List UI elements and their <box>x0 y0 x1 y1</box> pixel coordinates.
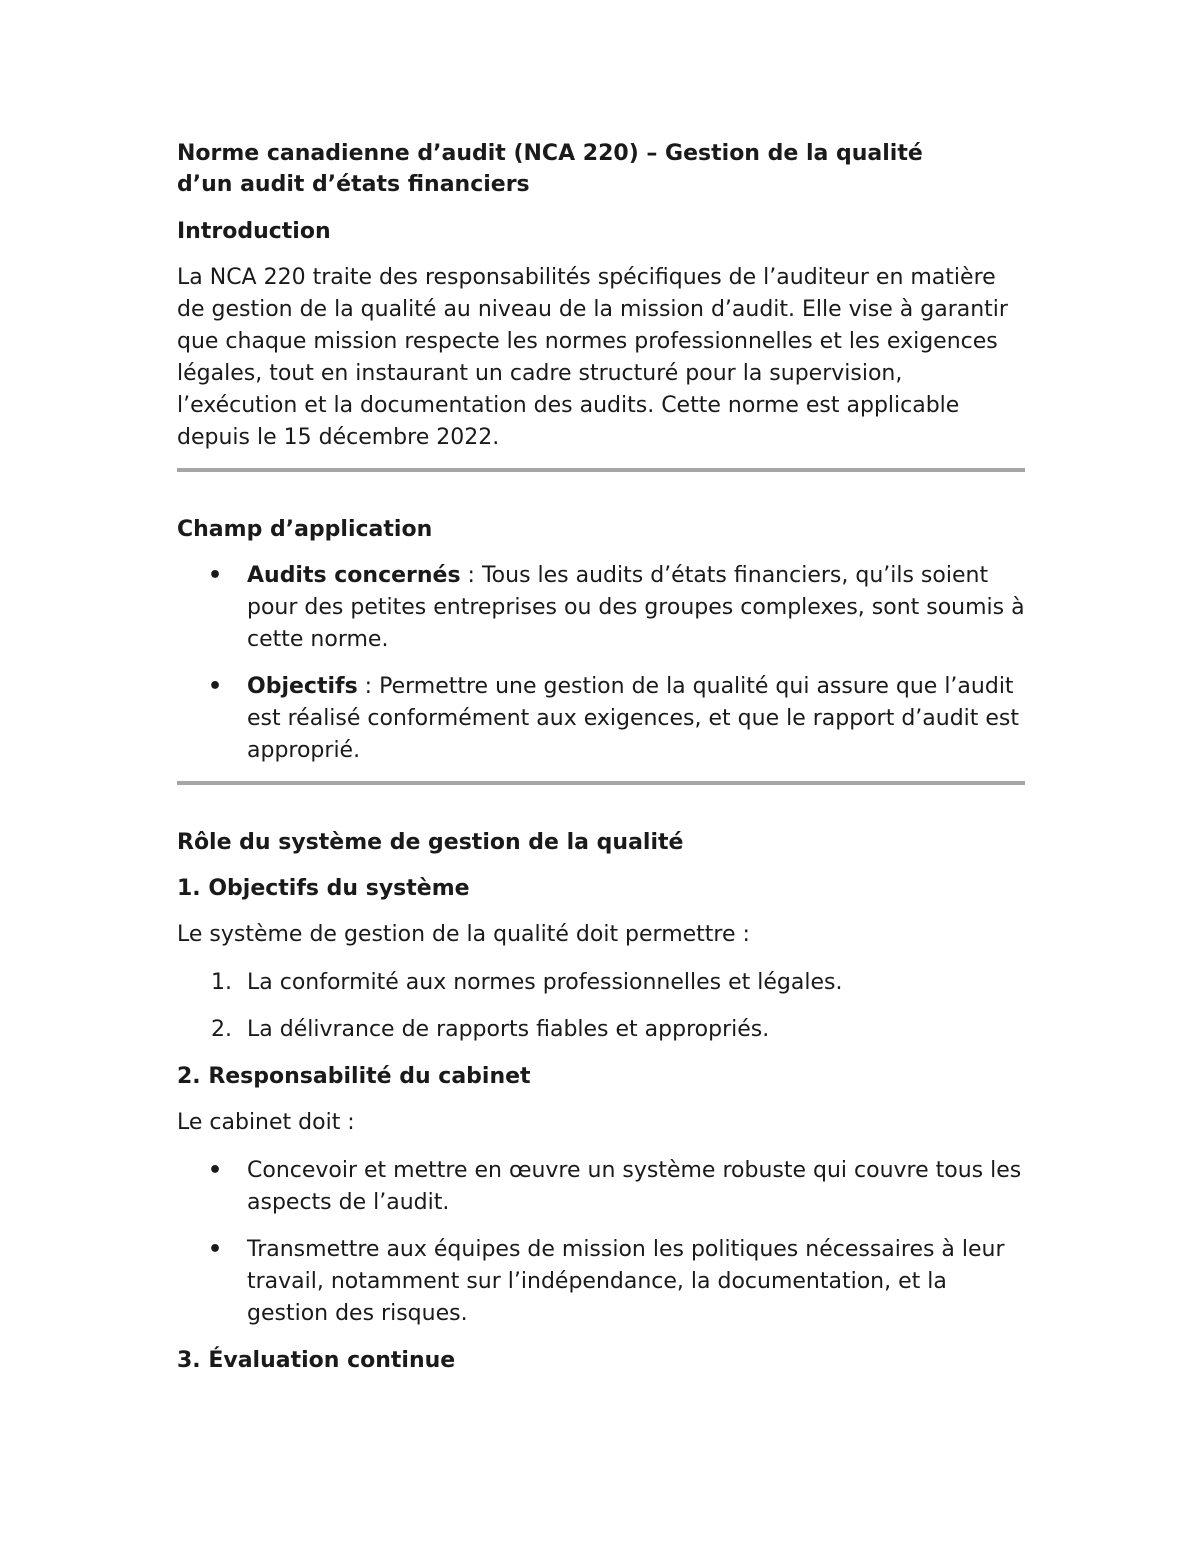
list-item-text: : Tous les audits d’états financiers, qu’ils soient pour des petites entreprises ou des groupes complexes, sont soumis à cette norme. <box>247 563 1025 652</box>
intro-paragraph: La NCA 220 traite des responsabilités spécifiques de l’auditeur en matière de gestion de la qualité au niveau de la mission d’audit. Elle vise à garantir que chaque mission respecte les normes professionnelles et les exigences légales, tout en instaurant un cadre structuré pour la supervision, l’exécution et la documentation des audits. Cette norme est applicable depuis le 15 décembre 2022. <box>177 265 1008 450</box>
list-item-text: La conformité aux normes professionnelles et légales. <box>247 970 843 995</box>
list-item-text: Concevoir et mettre en œuvre un système robuste qui couvre tous les aspects de l’audit. <box>247 1158 1022 1215</box>
bullet-marker: • <box>208 1237 223 1262</box>
bullet-marker: • <box>208 1158 223 1183</box>
list-item-lead: Audits concernés <box>247 563 461 588</box>
scope-heading: Champ d’application <box>177 517 433 542</box>
list-item <box>177 560 1025 656</box>
section-divider <box>177 781 1025 785</box>
bullet-marker: • <box>208 674 223 699</box>
list-item-text: La délivrance de rapports fiables et appropriés. <box>247 1017 770 1042</box>
list-item <box>177 1234 1025 1330</box>
subsection-intro: Le cabinet doit : <box>177 1110 355 1135</box>
objectives-list <box>177 967 1025 1046</box>
list-item <box>177 1014 1025 1046</box>
subsection-heading: 3. Évaluation continue <box>177 1348 456 1373</box>
document-title <box>177 138 1025 200</box>
firm-duties-list <box>177 1155 1025 1330</box>
number-marker: 2. <box>211 1017 232 1042</box>
document-title-line-1: Norme canadienne d’audit (NCA 220) – Gestion de la qualité <box>177 141 923 166</box>
subsection-heading: 2. Responsabilité du cabinet <box>177 1064 531 1089</box>
section-divider <box>177 468 1025 472</box>
intro-heading: Introduction <box>177 219 331 244</box>
list-item-lead: Objectifs <box>247 674 358 699</box>
bullet-marker: • <box>208 563 223 588</box>
list-item <box>177 671 1025 767</box>
document-title-line-2: d’un audit d’états financiers <box>177 172 530 197</box>
document-body <box>177 138 1025 1391</box>
role-heading: Rôle du système de gestion de la qualité <box>177 830 684 855</box>
number-marker: 1. <box>211 970 232 995</box>
list-item <box>177 1155 1025 1219</box>
subsection-heading: 1. Objectifs du système <box>177 876 470 901</box>
list-item-text: Transmettre aux équipes de mission les politiques nécessaires à leur travail, notamment sur l’indépendance, la documentation, et la gestion des risques. <box>247 1237 1005 1326</box>
scope-list <box>177 560 1025 767</box>
subsection-intro: Le système de gestion de la qualité doit permettre : <box>177 922 750 947</box>
list-item <box>177 967 1025 999</box>
list-item-text: : Permettre une gestion de la qualité qui assure que l’audit est réalisé conformément aux exigences, et que le rapport d’audit est approprié. <box>247 674 1020 763</box>
